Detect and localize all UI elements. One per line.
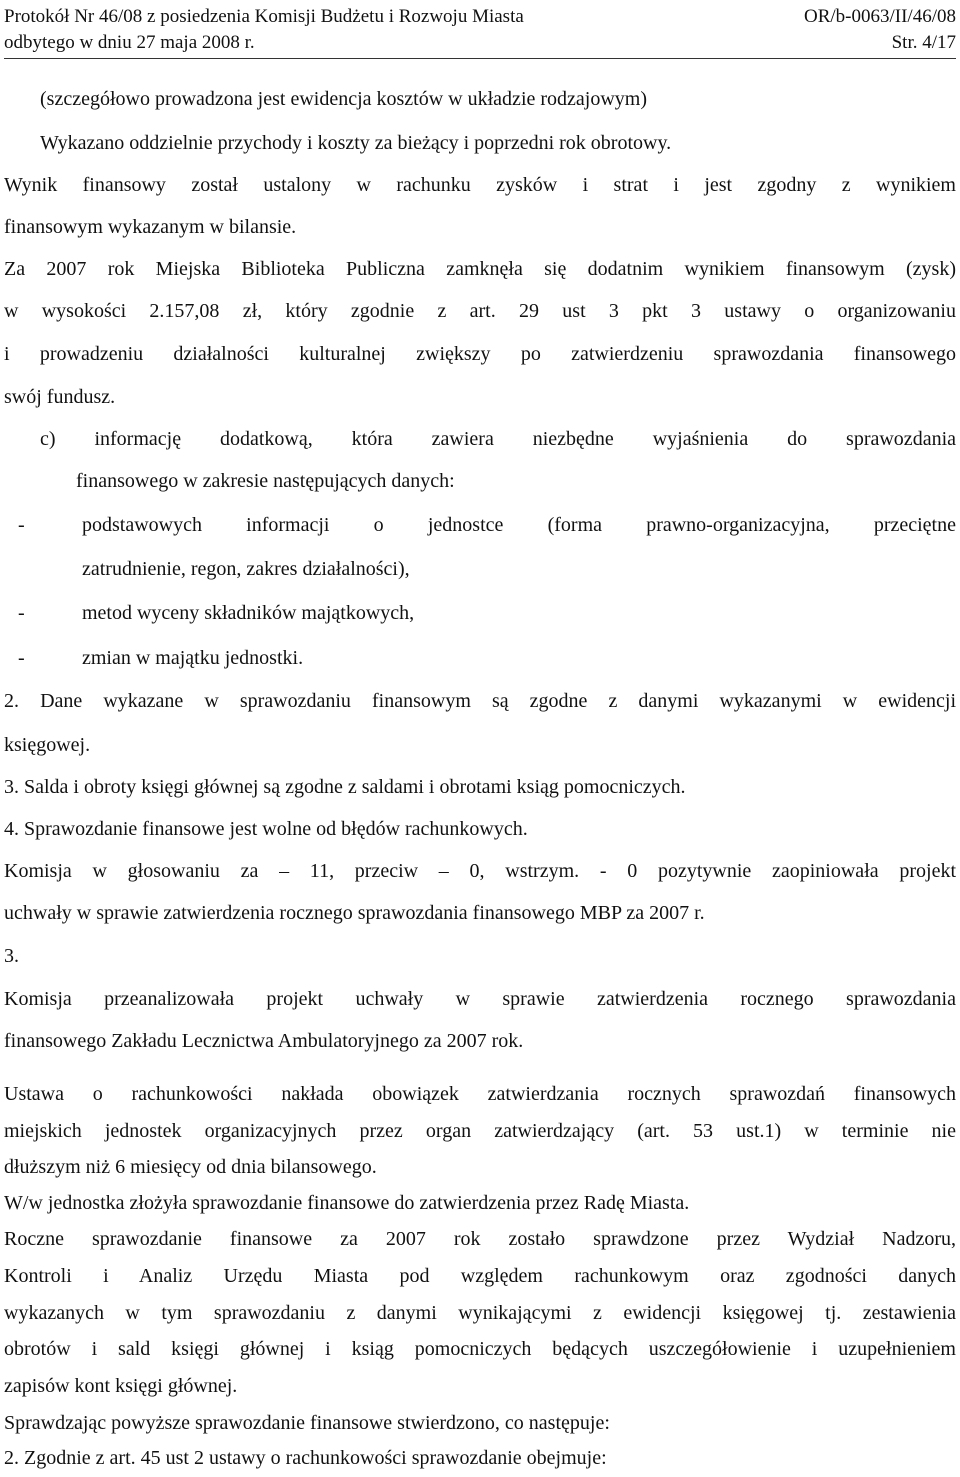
bullet-text: metod wyceny składników majątkowych, xyxy=(82,602,415,624)
bullet-item xyxy=(4,592,956,634)
header-row-2 xyxy=(4,30,956,56)
bullet-item xyxy=(4,637,956,679)
text-line: księgowej. xyxy=(4,734,91,756)
list-item-c: c) informację dodatkową, która zawiera niezbędne wyjaśnienia do sprawozdania xyxy=(40,428,956,450)
text-line: Wynik finansowy został ustalony w rachunku zysków i strat i jest zgodny z wynikiem xyxy=(4,174,956,196)
bullet-text: zmian w majątku jednostki. xyxy=(82,647,304,669)
bullet-item xyxy=(4,504,956,546)
text-line: Roczne sprawozdanie finansowe za 2007 rok zostało sprawdzone przez Wydział Nadzoru, xyxy=(4,1228,956,1250)
bullet-text: podstawowych informacji o jednostce (forma prawno-organizacyjna, przeciętne xyxy=(82,514,956,536)
text-line: uchwały w sprawie zatwierdzenia rocznego sprawozdania finansowego MBP za 2007 r. xyxy=(4,902,705,924)
text-line: Za 2007 rok Miejska Biblioteka Publiczna zamknęła się dodatnim wynikiem finansowym (zysk) xyxy=(4,258,956,280)
text-line: Ustawa o rachunkowości nakłada obowiązek zatwierdzania rocznych sprawozdań finansowych xyxy=(4,1083,956,1105)
header-title: Protokół Nr 46/08 z posiedzenia Komisji Budżetu i Rozwoju Miasta xyxy=(4,6,524,27)
text-line: 2. Zgodnie z art. 45 ust 2 ustawy o rachunkowości sprawozdanie obejmuje: xyxy=(4,1447,607,1469)
dash-bullet: - xyxy=(18,514,25,536)
section-number: 3. xyxy=(4,945,19,967)
text-line: w wysokości 2.157,08 zł, który zgodnie z art. 29 ust 3 pkt 3 ustawy o organizowaniu xyxy=(4,300,956,322)
text-line: finansowego w zakresie następujących danych: xyxy=(76,470,455,492)
text-line: 2. Dane wykazane w sprawozdaniu finansowym są zgodne z danymi wykazanymi w ewidencji xyxy=(4,690,956,712)
text-line: i prowadzeniu działalności kulturalnej zwiększy po zatwierdzeniu sprawozdania finansowego xyxy=(4,343,956,365)
text-line: Wykazano oddzielnie przychody i koszty za bieżący i poprzedni rok obrotowy. xyxy=(40,132,672,154)
header-document-number: OR/b-0063/II/46/08 xyxy=(804,6,956,27)
text-line: W/w jednostka złożyła sprawozdanie finansowe do zatwierdzenia przez Radę Miasta. xyxy=(4,1192,690,1214)
text-line: Komisja przeanalizowała projekt uchwały w sprawie zatwierdzenia rocznego sprawozdania xyxy=(4,988,956,1010)
header-page-number: Str. 4/17 xyxy=(891,32,956,53)
text-line: finansowym wykazanym w bilansie. xyxy=(4,216,297,238)
dash-bullet: - xyxy=(18,602,25,624)
text-line: zapisów kont księgi głównej. xyxy=(4,1375,238,1397)
text-line: wykazanych w tym sprawozdaniu z danymi wynikającymi z ewidencji księgowej tj. zestawienia xyxy=(4,1302,956,1324)
text-line: miejskich jednostek organizacyjnych przez organ zatwierdzający (art. 53 ust.1) w terminie nie xyxy=(4,1120,956,1142)
text-line: (szczegółowo prowadzona jest ewidencja kosztów w układzie rodzajowym) xyxy=(40,88,648,110)
text-line: obrotów i sald księgi głównej i ksiąg pomocniczych będących uszczegółowienie i uzupełnieniem xyxy=(4,1338,956,1360)
dash-bullet: - xyxy=(18,647,25,669)
header-row-1 xyxy=(4,4,956,30)
text-line: 4. Sprawozdanie finansowe jest wolne od błędów rachunkowych. xyxy=(4,818,528,840)
text-line: finansowego Zakładu Lecznictwa Ambulatoryjnego za 2007 rok. xyxy=(4,1030,524,1052)
text-line: Komisja w głosowaniu za – 11, przeciw – 0, wstrzym. - 0 pozytywnie zaopiniowała projekt xyxy=(4,860,956,882)
bullet-continuation: zatrudnienie, regon, zakres działalności), xyxy=(82,558,410,580)
text-line: dłuższym niż 6 miesięcy od dnia bilansowego. xyxy=(4,1156,377,1178)
page-header xyxy=(4,4,956,59)
text-line: Sprawdzając powyższe sprawozdanie finansowe stwierdzono, co następuje: xyxy=(4,1412,610,1434)
text-line: Kontroli i Analiz Urzędu Miasta pod względem rachunkowym oraz zgodności danych xyxy=(4,1265,956,1287)
text-line: swój fundusz. xyxy=(4,386,116,408)
header-date: odbytego w dniu 27 maja 2008 r. xyxy=(4,32,255,53)
text-line: 3. Salda i obroty księgi głównej są zgodne z saldami i obrotami ksiąg pomocniczych. xyxy=(4,776,686,798)
